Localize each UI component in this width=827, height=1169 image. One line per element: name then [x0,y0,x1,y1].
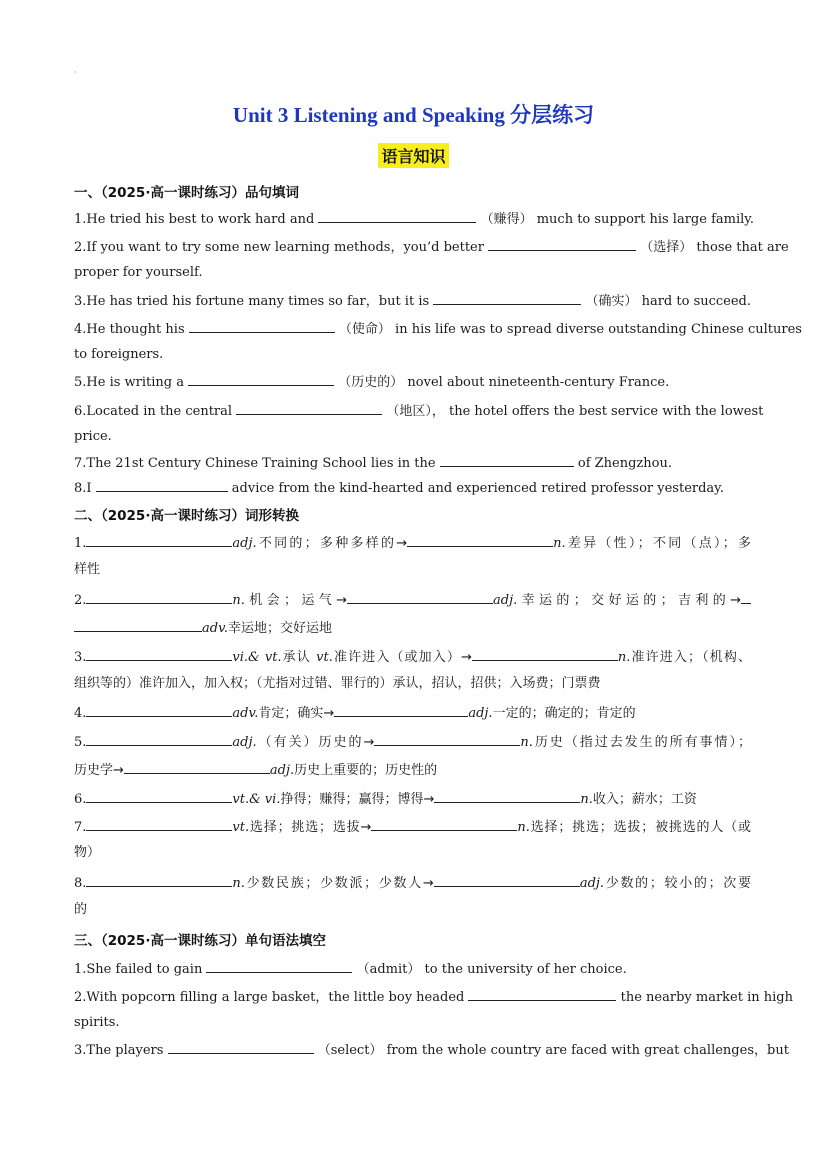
g1-line: 1.She failed to gain （admit） to the university of her choice. [74,958,751,980]
w2-continuation: adv.幸运地；交好运地 [74,617,751,639]
w2-blank-a[interactable] [86,589,232,604]
g3-blank[interactable] [168,1039,314,1054]
section1-heading: 一、（2025·高一课时练习）品句填词 [74,185,299,201]
section2-heading: 二、（2025·高一课时练习）词形转换 [74,508,299,524]
q1-line: 1.He tried his best to work hard and （赚得） much to support his large family. [74,208,751,230]
w1-blank-a[interactable] [86,532,232,547]
w3-blank-b[interactable] [472,646,618,661]
q3-blank[interactable] [433,290,581,305]
g1-blank[interactable] [206,958,352,973]
w1-line: 1. adj.不同的；多种多样的→ n.差异（性）；不同（点）；多 [74,532,751,554]
w6-line: 6. vt.& vi.挣得；赚得；赢得；博得→ n.收入；薪水；工资 [74,788,751,810]
w2-blank-c[interactable] [74,617,202,632]
section-badge: 语言知识 [378,143,448,168]
w4-line: 4. adv.肯定；确实→ adj.一定的；确定的；肯定的 [74,702,751,724]
q1-blank[interactable] [318,208,476,223]
q2-line: 2.If you want to try some new learning methods，you’d better （选择） those that are [74,236,751,258]
w6-blank-a[interactable] [86,788,232,803]
q5-line: 5.He is writing a （历史的） novel about nineteenth-century France. [74,371,751,393]
q7-blank[interactable] [440,452,574,467]
q6-line: 6.Located in the central （地区）， the hotel offers the best service with the lowest [74,400,751,422]
page-title: Unit 3 Listening and Speaking 分层练习 [232,103,595,127]
g3-line: 3.The players （select） from the whole country are faced with great challenges，but [74,1039,751,1061]
q6-blank[interactable] [236,400,382,415]
w8-blank-a[interactable] [86,872,232,887]
q8-blank[interactable] [96,477,228,492]
w1-continuation: 样性 [74,562,101,577]
w7-blank-a[interactable] [86,816,232,831]
w8-line: 8. n.少数民族；少数派；少数人→ adj.少数的；较小的；次要 [74,872,751,894]
q2-blank[interactable] [488,236,636,251]
w5-blank-b[interactable] [374,731,520,746]
g2-line: 2.With popcorn filling a large basket，the little boy headed the nearby market in high [74,986,751,1008]
w8-blank-b[interactable] [434,872,580,887]
q4-blank[interactable] [189,318,335,333]
q4-line: 4.He thought his （使命） in his life was to spread diverse outstanding Chinese cultures [74,318,751,340]
w4-blank-b[interactable] [334,702,468,717]
w3-continuation: 组织等的）准许加入，加入权；（尤指对过错、罪行的）承认，招认，招供；入场费；门票费 [74,676,601,691]
w8-continuation: 的 [74,902,88,917]
q2-continuation: proper for yourself. [74,265,203,280]
q5-blank[interactable] [188,371,334,386]
q8-line: 8.I advice from the kind-hearted and experienced retired professor yesterday. [74,477,751,499]
section3-heading: 三、（2025·高一课时练习）单句语法填空 [74,933,326,949]
w4-blank-a[interactable] [86,702,232,717]
q4-continuation: to foreigners. [74,347,164,362]
w1-blank-b[interactable] [407,532,553,547]
w3-line: 3. vi.& vt.承认 vt.准许进入（或加入）→ n.准许进入；（机构、 [74,646,751,668]
w5-blank-c[interactable] [124,759,270,774]
q3-line: 3.He has tried his fortune many times so far，but it is （确实） hard to succeed. [74,290,751,312]
w2-line: 2. n.机会；运气→ adj.幸运的；交好运的；吉利的→ [74,589,751,611]
w3-blank-a[interactable] [86,646,232,661]
w6-blank-b[interactable] [434,788,580,803]
w2-blank-c-start[interactable] [741,589,751,604]
w5-line: 5. adj.（有关）历史的→ n.历史（指过去发生的所有事情）； [74,731,751,753]
q7-line: 7.The 21st Century Chinese Training School lies in the of Zhengzhou. [74,452,751,474]
corner-mark: · [74,68,77,77]
w7-line: 7. vt.选择；挑选；选拔→ n.选择；挑选；选拔；被挑选的人（或 [74,816,751,838]
w7-continuation: 物） [74,845,101,860]
w2-blank-b[interactable] [347,589,493,604]
w5-continuation: 历史学→ adj.历史上重要的；历史性的 [74,759,751,781]
w5-blank-a[interactable] [86,731,232,746]
g2-continuation: spirits. [74,1015,120,1030]
w7-blank-b[interactable] [371,816,517,831]
q6-continuation: price. [74,429,112,444]
g2-blank[interactable] [468,986,616,1001]
